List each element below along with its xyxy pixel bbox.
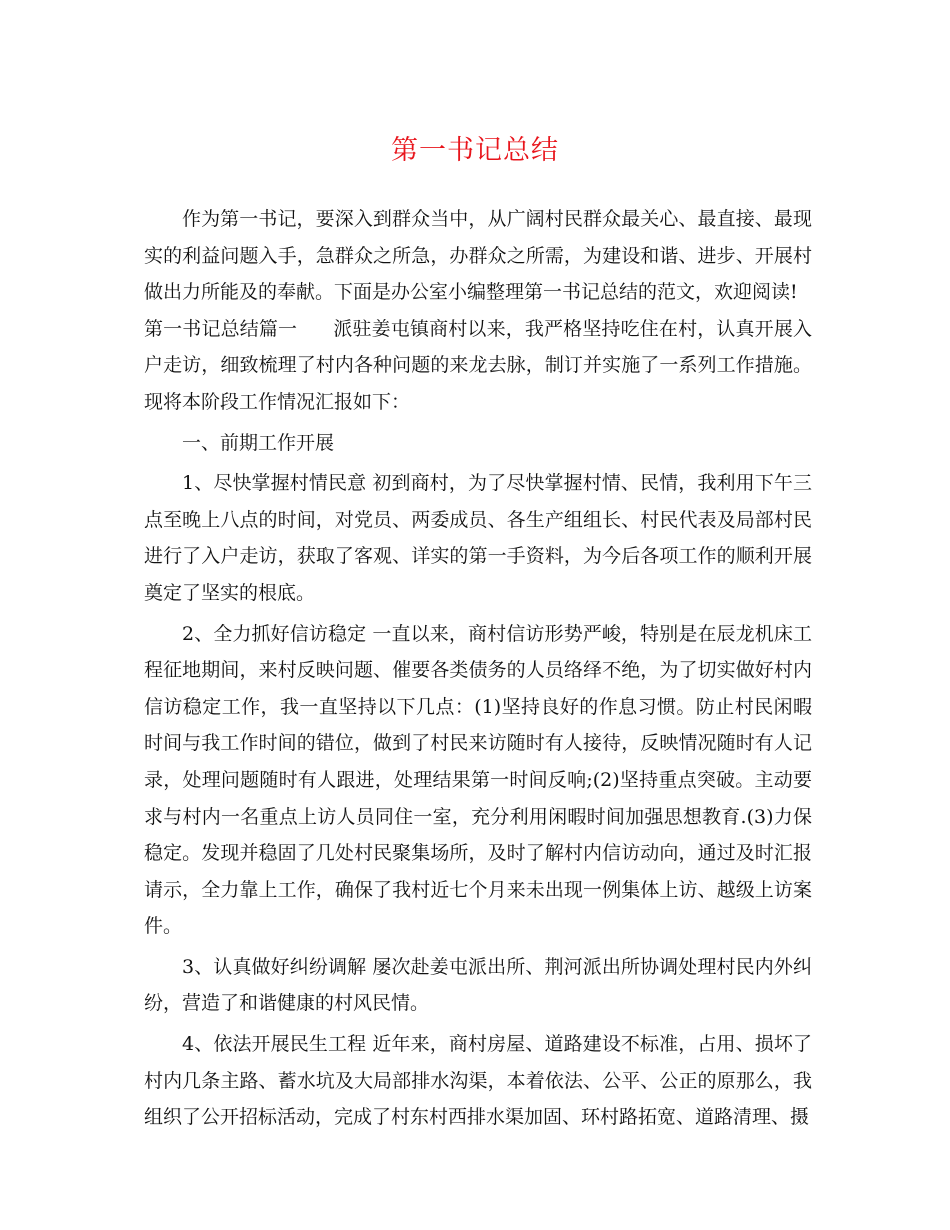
intro-paragraph: 作为第一书记，要深入到群众当中，从广阔村民群众最关心、最直接、最现实的利益问题入手，急群众之所急，办群众之所需，为建设和谐、进步、开展村做出力所能及的奉献。下面是办公室小编整理第一书记总结的范文，欢迎阅读! — [144, 208, 812, 304]
part-one-text: 派驻姜屯镇商村以来，我严格坚持吃住在村，认真开展入户走访，细致梳理了村内各种问题的来龙去脉，制订并实施了一系列工作措施。现将本阶段工作情况汇报如下： — [144, 317, 812, 413]
part-one-paragraph — [144, 311, 812, 421]
document-body — [144, 201, 812, 1136]
item-paragraph-4: 4、依法开展民生工程 近年来，商村房屋、道路建设不标准，占用、损坏了村内几条主路、蓄水坑及大局部排水沟渠，本着依法、公平、公正的原那么，我组织了公开招标活动，完成了村东村西排水渠加固、环村路拓宽、道路清理、摄 — [144, 1033, 812, 1129]
section-heading: 一、前期工作开展 — [182, 431, 335, 454]
document-title: 第一书记总结 — [391, 135, 559, 166]
part-one-label: 第一书记总结篇一 — [144, 317, 298, 340]
item-paragraph-2: 2、全力抓好信访稳定 一直以来，商村信访形势严峻，特别是在辰龙机床工程征地期间，来村反映问题、催要各类债务的人员络绎不绝，为了切实做好村内信访稳定工作，我一直坚持以下几点：(1)坚持良好的作息习惯。防止村民闲暇时间与我工作时间的错位，做到了村民来访随时有人接待，反映情况随时有人记录，处理问题随时有人跟进，处理结果第一时间反响;(2)坚持重点突破。主动要求与村内一名重点上访人员同住一室，充分利用闲暇时间加强思想教育.(3)力保稳定。发现并稳固了几处村民聚集场所，及时了解村内信访动向，通过及时汇报请示，全力靠上工作，确保了我村近七个月来未出现一例集体上访、越级上访案件。 — [144, 622, 812, 938]
item-paragraph-3: 3、认真做好纠纷调解 屡次赴姜屯派出所、荆河派出所协调处理村民内外纠纷，营造了和谐健康的村风民情。 — [144, 955, 812, 1015]
item-paragraph-1: 1、尽快掌握村情民意 初到商村，为了尽快掌握村情、民情，我利用下午三点至晚上八点的时间，对党员、两委成员、各生产组组长、村民代表及局部村民进行了入户走访，获取了客观、详实的第一手资料，为今后各项工作的顺利开展奠定了坚实的根底。 — [144, 472, 812, 604]
